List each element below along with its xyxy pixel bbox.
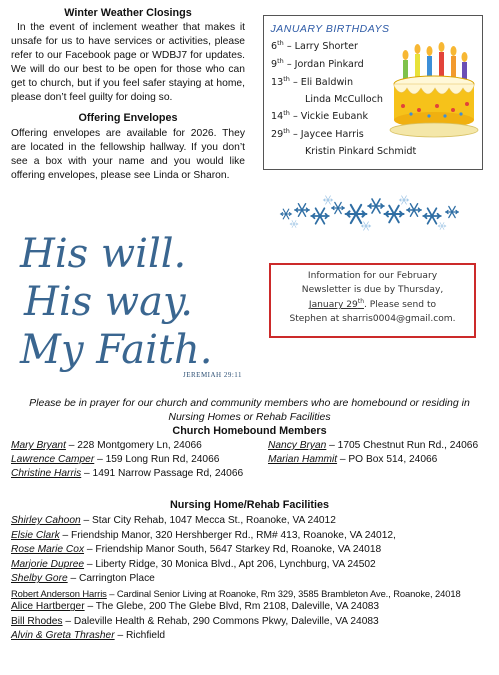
list-item: Alice Hartberger – The Glebe, 200 The Glebe Blvd, Rm 2108, Daleville, VA 24083 [11,601,380,613]
list-item: Marjorie Dupree – Liberty Ridge, 30 Monica Blvd., Apt 206, Lynchburg, VA 24502 [11,558,376,570]
list-item: Christine Harris – 1491 Narrow Passage Rd, 24066 [11,467,244,479]
list-item: Mary Bryant – 228 Montgomery Ln, 24066 [11,440,202,451]
homebound-title: Church Homebound Members [172,425,327,437]
winter-closings-body: In the event of inclement weather that makes it unsafe for us to have services or activities, please refer to our Facebook page or WDBJ7 for updates. We will do our best to be open for those who can get to church, but if you feel safer staying at home, please don’t feel guilty for doing so. [11,22,245,104]
list-item: Rose Marie Cox – Friendship Manor South, 5647 Starkey Rd, Roanoke, VA 24018 [11,544,382,556]
verse-line-3: My Faith. [20,327,213,373]
verse-graphic [14,223,254,383]
notice-line: January 29th. Please send to [308,298,437,311]
homebound-list-right [268,439,478,467]
prayer-request: Please be in prayer for our church and community members who are homebound or residing in Nursing Homes or Rehab Facilities [29,397,470,424]
list-item: Lawrence Camper – 159 Long Run Rd, 24066 [11,453,220,465]
winter-closings-title: Winter Weather Closings [64,7,192,19]
offering-envelopes-body: Offering envelopes are available for 2026. They are located in the fellowship hallway. If you don’t see a box with your name and you would like offering envelopes, please see Linda or Sharon. [11,127,245,181]
list-item: Alvin & Greta Thrasher – Richfield [11,630,166,642]
birthdays-title: JANUARY BIRTHDAYS [270,23,390,35]
facilities-title: Nursing Home/Rehab Facilities [170,499,329,511]
facilities-list [11,514,461,644]
birthday-row: 14th – Vickie Eubank [271,109,368,123]
notice-line: Newsletter is due by Thursday, [301,285,444,296]
list-item: Nancy Bryan – 1705 Chestnut Run Rd., 24066 [268,440,479,451]
verse-reference: JEREMIAH 29:11 [183,371,243,379]
list-item: Shelby Gore – Carrington Place [11,573,155,585]
list-item: Shirley Cahoon – Star City Rehab, 1047 Mecca St., Roanoke, VA 24012 [11,515,336,526]
left-column [11,6,245,183]
list-item: Elsie Clark – Friendship Manor, 320 Hershberger Rd., RM# 413, Roanoke, VA 24012, [11,529,396,541]
newsletter-notice-box [269,263,476,338]
notice-email-line[interactable]: Stephen at sharris0004@gmail.com. [289,314,456,325]
list-item: Robert Anderson Harris – Cardinal Senior Living at Roanoke, Rm 329, 3585 Brambleton Ave., Roanoke, 24018 [11,587,461,599]
notice-due-date: January 29th [308,298,364,311]
offering-envelopes-title: Offering Envelopes [78,112,178,125]
birthday-row: 9th – Jordan Pinkard [271,56,364,71]
verse-line-1: His will. [20,231,187,277]
birthday-cake-icon [389,40,479,140]
list-item: Bill Rhodes – Daleville Health & Rehab, 290 Commons Pkwy, Daleville, VA 24083 [11,615,379,627]
birthday-row: 13th – Eli Baldwin [271,74,354,88]
list-item: Marian Hammit – PO Box 514, 24066 [268,453,438,465]
birthday-row: Kristin Pinkard Schmidt [305,146,417,158]
verse-line-2: His way. [24,279,194,325]
birthday-row: 6th – Larry Shorter [271,39,358,53]
birthday-row: 29th – Jaycee Harris [271,127,364,141]
homebound-list-left [11,439,243,481]
birthday-row: Linda McCulloch [305,93,383,105]
snowflake-banner-icon [276,188,466,236]
notice-line: Information for our February [307,271,438,281]
